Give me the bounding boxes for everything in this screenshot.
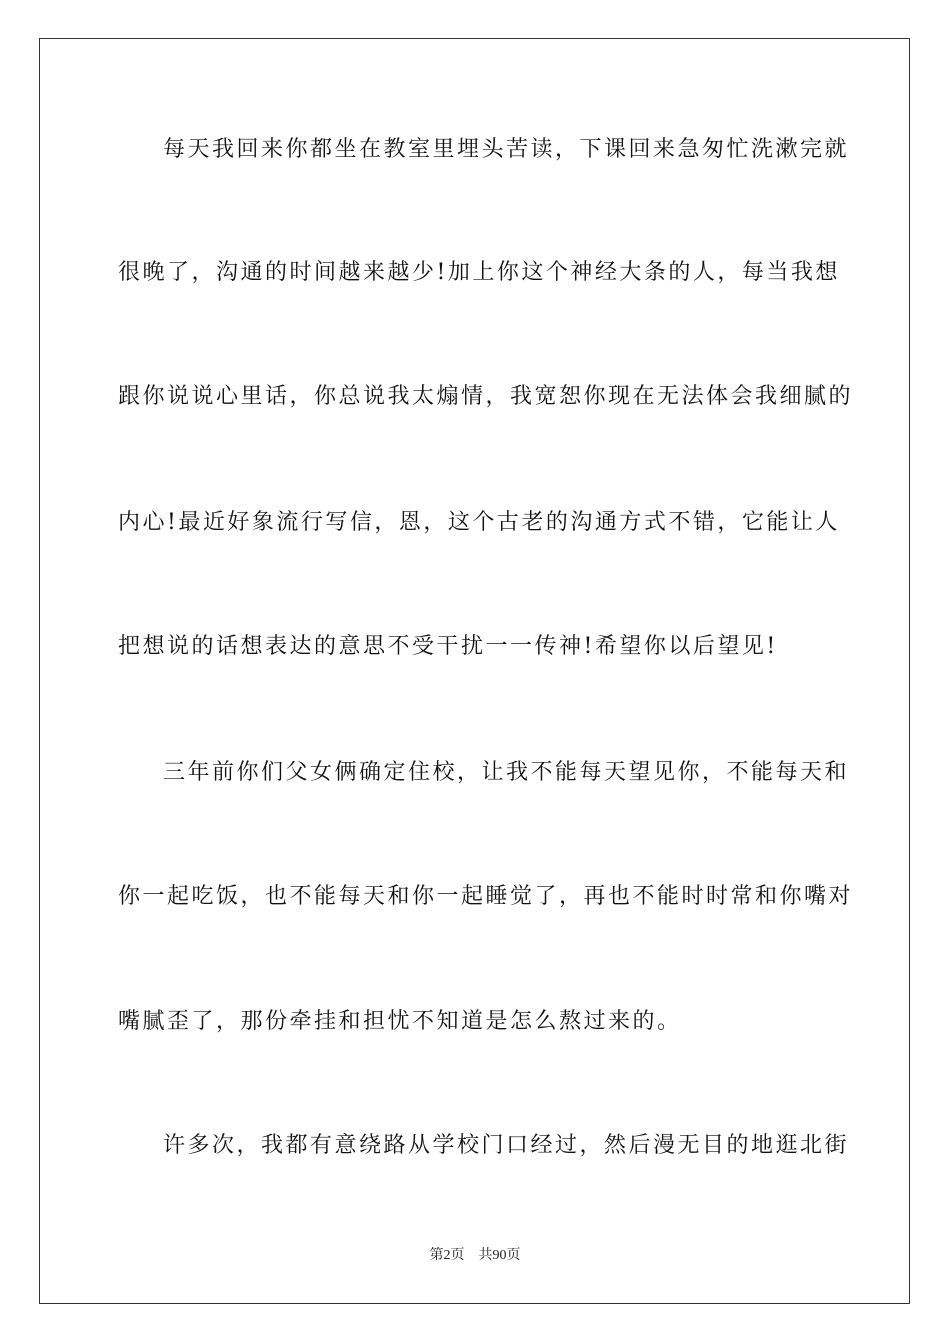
paragraph-3-line-1: 许多次，我都有意绕路从学校门口经过，然后漫无目的地逛北街 — [163, 1133, 850, 1158]
paragraph-2-line-3: 嘴腻歪了，那份牵挂和担忧不知道是怎么熬过来的。 — [118, 1009, 682, 1034]
paragraph-1-line-4: 内心!最近好象流行写信，恩，这个古老的沟通方式不错，它能让人 — [118, 510, 840, 535]
paragraph-1-line-5: 把想说的话想表达的意思不受干扰一一传神!希望你以后望见! — [118, 634, 778, 659]
page-total: 共90页 — [478, 1248, 521, 1263]
paragraph-2-line-2: 你一起吃饭，也不能每天和你一起睡觉了，再也不能时时常和你嘴对 — [118, 884, 854, 909]
paragraph-2-line-1: 三年前你们父女俩确定住校，让我不能每天望见你，不能每天和 — [163, 760, 850, 785]
paragraph-1-line-2: 很晚了，沟通的时间越来越少!加上你这个神经大条的人，每当我想 — [118, 260, 840, 285]
page-footer — [0, 1246, 950, 1266]
page-border — [39, 38, 910, 1304]
paragraph-1-line-3: 跟你说说心里话，你总说我太煽情，我宽恕你现在无法体会我细腻的 — [118, 384, 854, 409]
paragraph-1-line-1: 每天我回来你都坐在教室里埋头苦读，下课回来急匆忙洗漱完就 — [163, 137, 850, 162]
page-number: 第2页 — [429, 1248, 465, 1263]
